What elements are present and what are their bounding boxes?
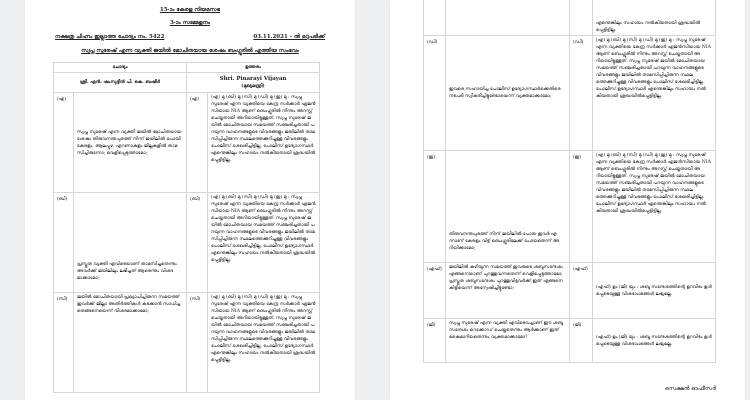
signature-section-officer: സെക്ഷൻ ഓഫീസർ	[665, 386, 716, 392]
answer-text: (എ) മു (ബി) മു (സി) മു (ഡി) മു (ഇ) മു : സ്വപ്ന സുരേഷ് എന്ന വ്യക്തിയെ കേന്ദ്ര സർക്കാർ ഏജൻസിയായ NIA ആണ് ബെംഗ്ലൂരിൽ നിന്നും അറസ്റ്റ് ചെയ്തതായി അറിയായിട്ടുള്ളത്. സ്വപ്ന സുരേഷ് ജയിൽ മോചിതയായ സമയത്ത് സഞ്ചരിച്ചതായി പറയുന്ന വാഹനങ്ങളുടെ വിവരങ്ങളും ജയിലിൽ താമസിപ്പിച്ചിരുന്ന സ്ഥലത്തെക്കുറിച്ചുള്ള വിവരങ്ങളും പോലീസ് ശേഖരിച്ചിട്ടില്ല. പോലീസ് ഉദ്യോഗസ്ഥർ എന്തെങ്കിലും സഹായം നൽകിയതായി ശ്രദ്ധയിൽപ്പെട്ടിട്ടില്ല.	[593, 151, 716, 263]
answer-label: (ഇ)	[570, 151, 593, 263]
question-label: (സി)	[54, 293, 74, 393]
answer-text: (എ) മു (ബി) മു (സി) മു (ഡി) മു (ഇ) മു : സ്വപ്ന സുരേഷ് എന്ന വ്യക്തിയെ കേന്ദ്ര സർക്കാർ ഏജൻസിയായ NIA ആണ് ബെംഗ്ലൂരിൽ നിന്നും അറസ്റ്റ് ചെയ്തതായി അറിയായിട്ടുള്ളത്. സ്വപ്ന സുരേഷ് ജയിൽ മോചിതയായ സമയത്ത് സഞ്ചരിച്ചതായി പറയുന്ന വാഹനങ്ങളുടെ വിവരങ്ങളും ജയിലിൽ താമസിപ്പിച്ചിരുന്ന സ്ഥലത്തെക്കുറിച്ചുള്ള വിവരങ്ങളും പോലീസ് ശേഖരിച്ചിട്ടില്ല. പോലീസ് ഉദ്യോഗസ്ഥർ എന്തെങ്കിലും സഹായം നൽകിയതായി ശ്രദ്ധയിൽപ്പെട്ടിട്ടില്ല.	[208, 93, 320, 193]
answer-label: (ഡി)	[570, 36, 593, 151]
question-answer-table-continued	[423, 0, 716, 363]
document-page-1	[25, 0, 355, 400]
question-text: ജയിൽ മോചിതയായി പ്രഖ്യാപിച്ചിരുന്ന സമയത്ത് ഇവർക്ക് ജില്ലാ അതിർത്തികൾ കടക്കാൻ സാധിച്ചതെങ്ങനെയെന്ന് വിശദമാക്കാമോ;	[74, 293, 187, 393]
answer-text: (എ) മു (ബി) മു (സി) മു (ഡി) മു (ഇ) മു : സ്വപ്ന സുരേഷ് എന്ന വ്യക്തിയെ കേന്ദ്ര സർക്കാർ ഏജൻസിയായ NIA ആണ് ബെംഗ്ലൂരിൽ നിന്നും അറസ്റ്റ് ചെയ്തതായി അറിയായിട്ടുള്ളത്. സ്വപ്ന സുരേഷ് ജയിൽ മോചിതയായ സമയത്ത് സഞ്ചരിച്ചതായി പറയുന്ന വാഹനങ്ങളുടെ വിവരങ്ങളും ജയിലിൽ താമസിപ്പിച്ചിരുന്ന സ്ഥലത്തെക്കുറിച്ചുള്ള വിവരങ്ങളും പോലീസ് ശേഖരിച്ചിട്ടില്ല. പോലീസ് ഉദ്യോഗസ്ഥർ എന്തെങ്കിലും സഹായം നൽകിയതായി ശ്രദ്ധയിൽപ്പെട്ടിട്ടില്ല.	[208, 193, 320, 293]
answer-label: (എ)	[187, 93, 208, 193]
question-label: (എ)	[54, 93, 74, 193]
column-header-question: ചോദ്യം	[54, 63, 187, 73]
table-row	[424, 263, 716, 319]
answer-label: (ജി)	[570, 319, 593, 363]
answer-continued: എന്തെങ്കിലും സഹായം നൽകിയതായി ശ്രദ്ധയിൽപ്പെട്ടിട്ടില്ല.	[593, 0, 716, 36]
minister-name: Shri. Pinarayi Vijayan	[219, 75, 287, 82]
answer-text: (എ) മു (ബി) മു (സി) മു (ഡി) മു (ഇ) മു : സ്വപ്ന സുരേഷ് എന്ന വ്യക്തിയെ കേന്ദ്ര സർക്കാർ ഏജൻസിയായ NIA ആണ് ബെംഗ്ലൂരിൽ നിന്നും അറസ്റ്റ് ചെയ്തതായി അറിയായിട്ടുള്ളത്. സ്വപ്ന സുരേഷ് ജയിൽ മോചിതയായ സമയത്ത് സഞ്ചരിച്ചതായി പറയുന്ന വാഹനങ്ങളുടെ വിവരങ്ങളും ജയിലിൽ താമസിപ്പിച്ചിരുന്ന സ്ഥലത്തെക്കുറിച്ചുള്ള വിവരങ്ങളും പോലീസ് ശേഖരിച്ചിട്ടില്ല. പോലീസ് ഉദ്യോഗസ്ഥർ എന്തെങ്കിലും സഹായം നൽകിയതായി ശ്രദ്ധയിൽപ്പെട്ടിട്ടില്ല.	[208, 293, 320, 393]
question-label: (എഫ്)	[424, 263, 446, 319]
answer-text: (എഫ്) ഉം (ജി) യും : ശബ്ദ സന്ദേശത്തിന്റെ ഉറവിടം ഉൾപ്പെടെയുള്ള വിശദാംശങ്ങൾ ലഭ്യമല്ല.	[593, 319, 716, 363]
question-label: (ബി)	[54, 193, 74, 293]
answer-text: (എ) മു (ബി) മു (സി) മു (ഡി) മു (ഇ) മു : സ്വപ്ന സുരേഷ് എന്ന വ്യക്തിയെ കേന്ദ്ര സർക്കാർ ഏജൻസിയായ NIA ആണ് ബെംഗ്ലൂരിൽ നിന്നും അറസ്റ്റ് ചെയ്തതായി അറിയായിട്ടുള്ളത്. സ്വപ്ന സുരേഷ് ജയിൽ മോചിതയായ സമയത്ത് സഞ്ചരിച്ചതായി പറയുന്ന വാഹനങ്ങളുടെ വിവരങ്ങളും ജയിലിൽ താമസിപ്പിച്ചിരുന്ന സ്ഥലത്തെക്കുറിച്ചുള്ള വിവരങ്ങളും പോലീസ് ശേഖരിച്ചിട്ടില്ല. പോലീസ് ഉദ്യോഗസ്ഥർ എന്തെങ്കിലും സഹായം നൽകിയതായി ശ്രദ്ധയിൽപ്പെട്ടിട്ടില്ല.	[593, 36, 716, 151]
table-row	[54, 93, 320, 193]
question-text: പ്രസ്തുത വ്യക്തി എവിടെയാണ് താമസിച്ചതെന്നും അവർക്ക് ജയിലിലും ലഭിച്ചത് ആരെന്നും വിശദമാക്കാമോ;	[74, 193, 187, 293]
question-label: (ഇ)	[424, 151, 446, 263]
question-answer-table	[53, 62, 320, 393]
column-header-answer: ഉത്തരം	[187, 63, 320, 73]
reply-date: 03.11.2021 - ൽ മറുപടിക്ക്	[253, 34, 325, 40]
answer-label: (ബി)	[187, 193, 208, 293]
question-subject: സ്വപ്ന സുരേഷ് എന്ന വ്യക്തി ജയിൽ മോചിതയായ ശേഷം ബംഗ്ലൂരിൽ എത്തിയ സംഭവം	[81, 48, 299, 54]
question-text: സ്വപ്ന സുരേഷ് എന്ന വ്യക്തി ജയിൽ മോചിതയായ ശേഷം തിരുവനന്തപുരത്ത് നിന്ന് ജയിലിൽ പോയി കേരളം, ആലപ്പുഴ, എറണാകുളം ജില്ലകളിൽ താമസിച്ചിരുന്നോ; വെളിപ്പെടുത്താമോ;	[74, 93, 187, 193]
question-text: ജയിലിൽ കഴിയുന്ന സമയത്ത് ഇവരുടെ ശബ്ദസന്ദേശം എങ്ങനെയാണ് പുറത്തുവന്നതെന്ന് വെളിപ്പെടുത്താമോ; പ്രസ്തുത ശബ്ദസന്ദേശം പുറത്തുവിട്ടവർക്ക് ഇത് എങ്ങനെ കിട്ടിയെന്ന് അന്വേഷിച്ചിട്ടുണ്ടോ;	[446, 263, 570, 319]
answer-label: (എഫ്)	[570, 263, 593, 319]
question-label: (ജി)	[424, 319, 446, 363]
session-title: 3-ാം സമ്മേളനം	[169, 20, 210, 26]
answer-text: (എഫ്) ഉം (ജി) യും : ശബ്ദ സന്ദേശത്തിന്റെ ഉറവിടം ഉൾപ്പെടെയുള്ള വിശദാംശങ്ങൾ ലഭ്യമല്ല.	[593, 263, 716, 319]
question-text: ഇവരെ സഹായിച്ച പോലീസ് ഉദ്യോഗസ്ഥർക്കെതിരെ നടപടി സ്വീകരിച്ചിട്ടുണ്ടോയെന്ന് വ്യക്തമാക്കാമോ;	[446, 36, 570, 151]
answered-by	[187, 73, 320, 93]
answer-label: (സി)	[187, 293, 208, 393]
table-row	[424, 151, 716, 263]
question-text: സ്വപ്ന സുരേഷ് എന്ന വ്യക്തി എവിടെവച്ചാണ് ഈ ശബ്ദ സന്ദേശം റെക്കോഡ് ചെയ്തതെന്നും ആർക്കാണ് ഇത് കൈമാറിയതെന്നും വ്യക്തമാക്കാമോ?	[446, 319, 570, 363]
question-number: നക്ഷത്ര ചിഹ്നം ഇല്ലാത്ത ചോദ്യം നം. 5422	[55, 34, 165, 40]
table-row	[54, 293, 320, 393]
question-text: തിരുവനന്തപുരത്ത് നിന്ന് ജയിലിൽ പോയ ഇവർ എന്നാണ് കേരളം വിട്ട് ബെംഗ്ലൂരിലേക്ക് പോയതെന്ന് അറിയിക്കാമോ;	[446, 151, 570, 263]
table-row	[424, 319, 716, 363]
table-row	[424, 36, 716, 151]
assembly-title: 15-ാം കേരള നിയമസഭ	[159, 7, 221, 13]
question-label: (ഡി)	[424, 36, 446, 151]
document-page-2	[390, 0, 745, 400]
asked-by: ശ്രീ. എൻ. ഷംസുദ്ദീൻ പി. കെ. ബഷീർ	[54, 73, 187, 93]
minister-role: (മുഖ്യമന്ത്രി)	[241, 83, 265, 89]
table-row	[54, 193, 320, 293]
